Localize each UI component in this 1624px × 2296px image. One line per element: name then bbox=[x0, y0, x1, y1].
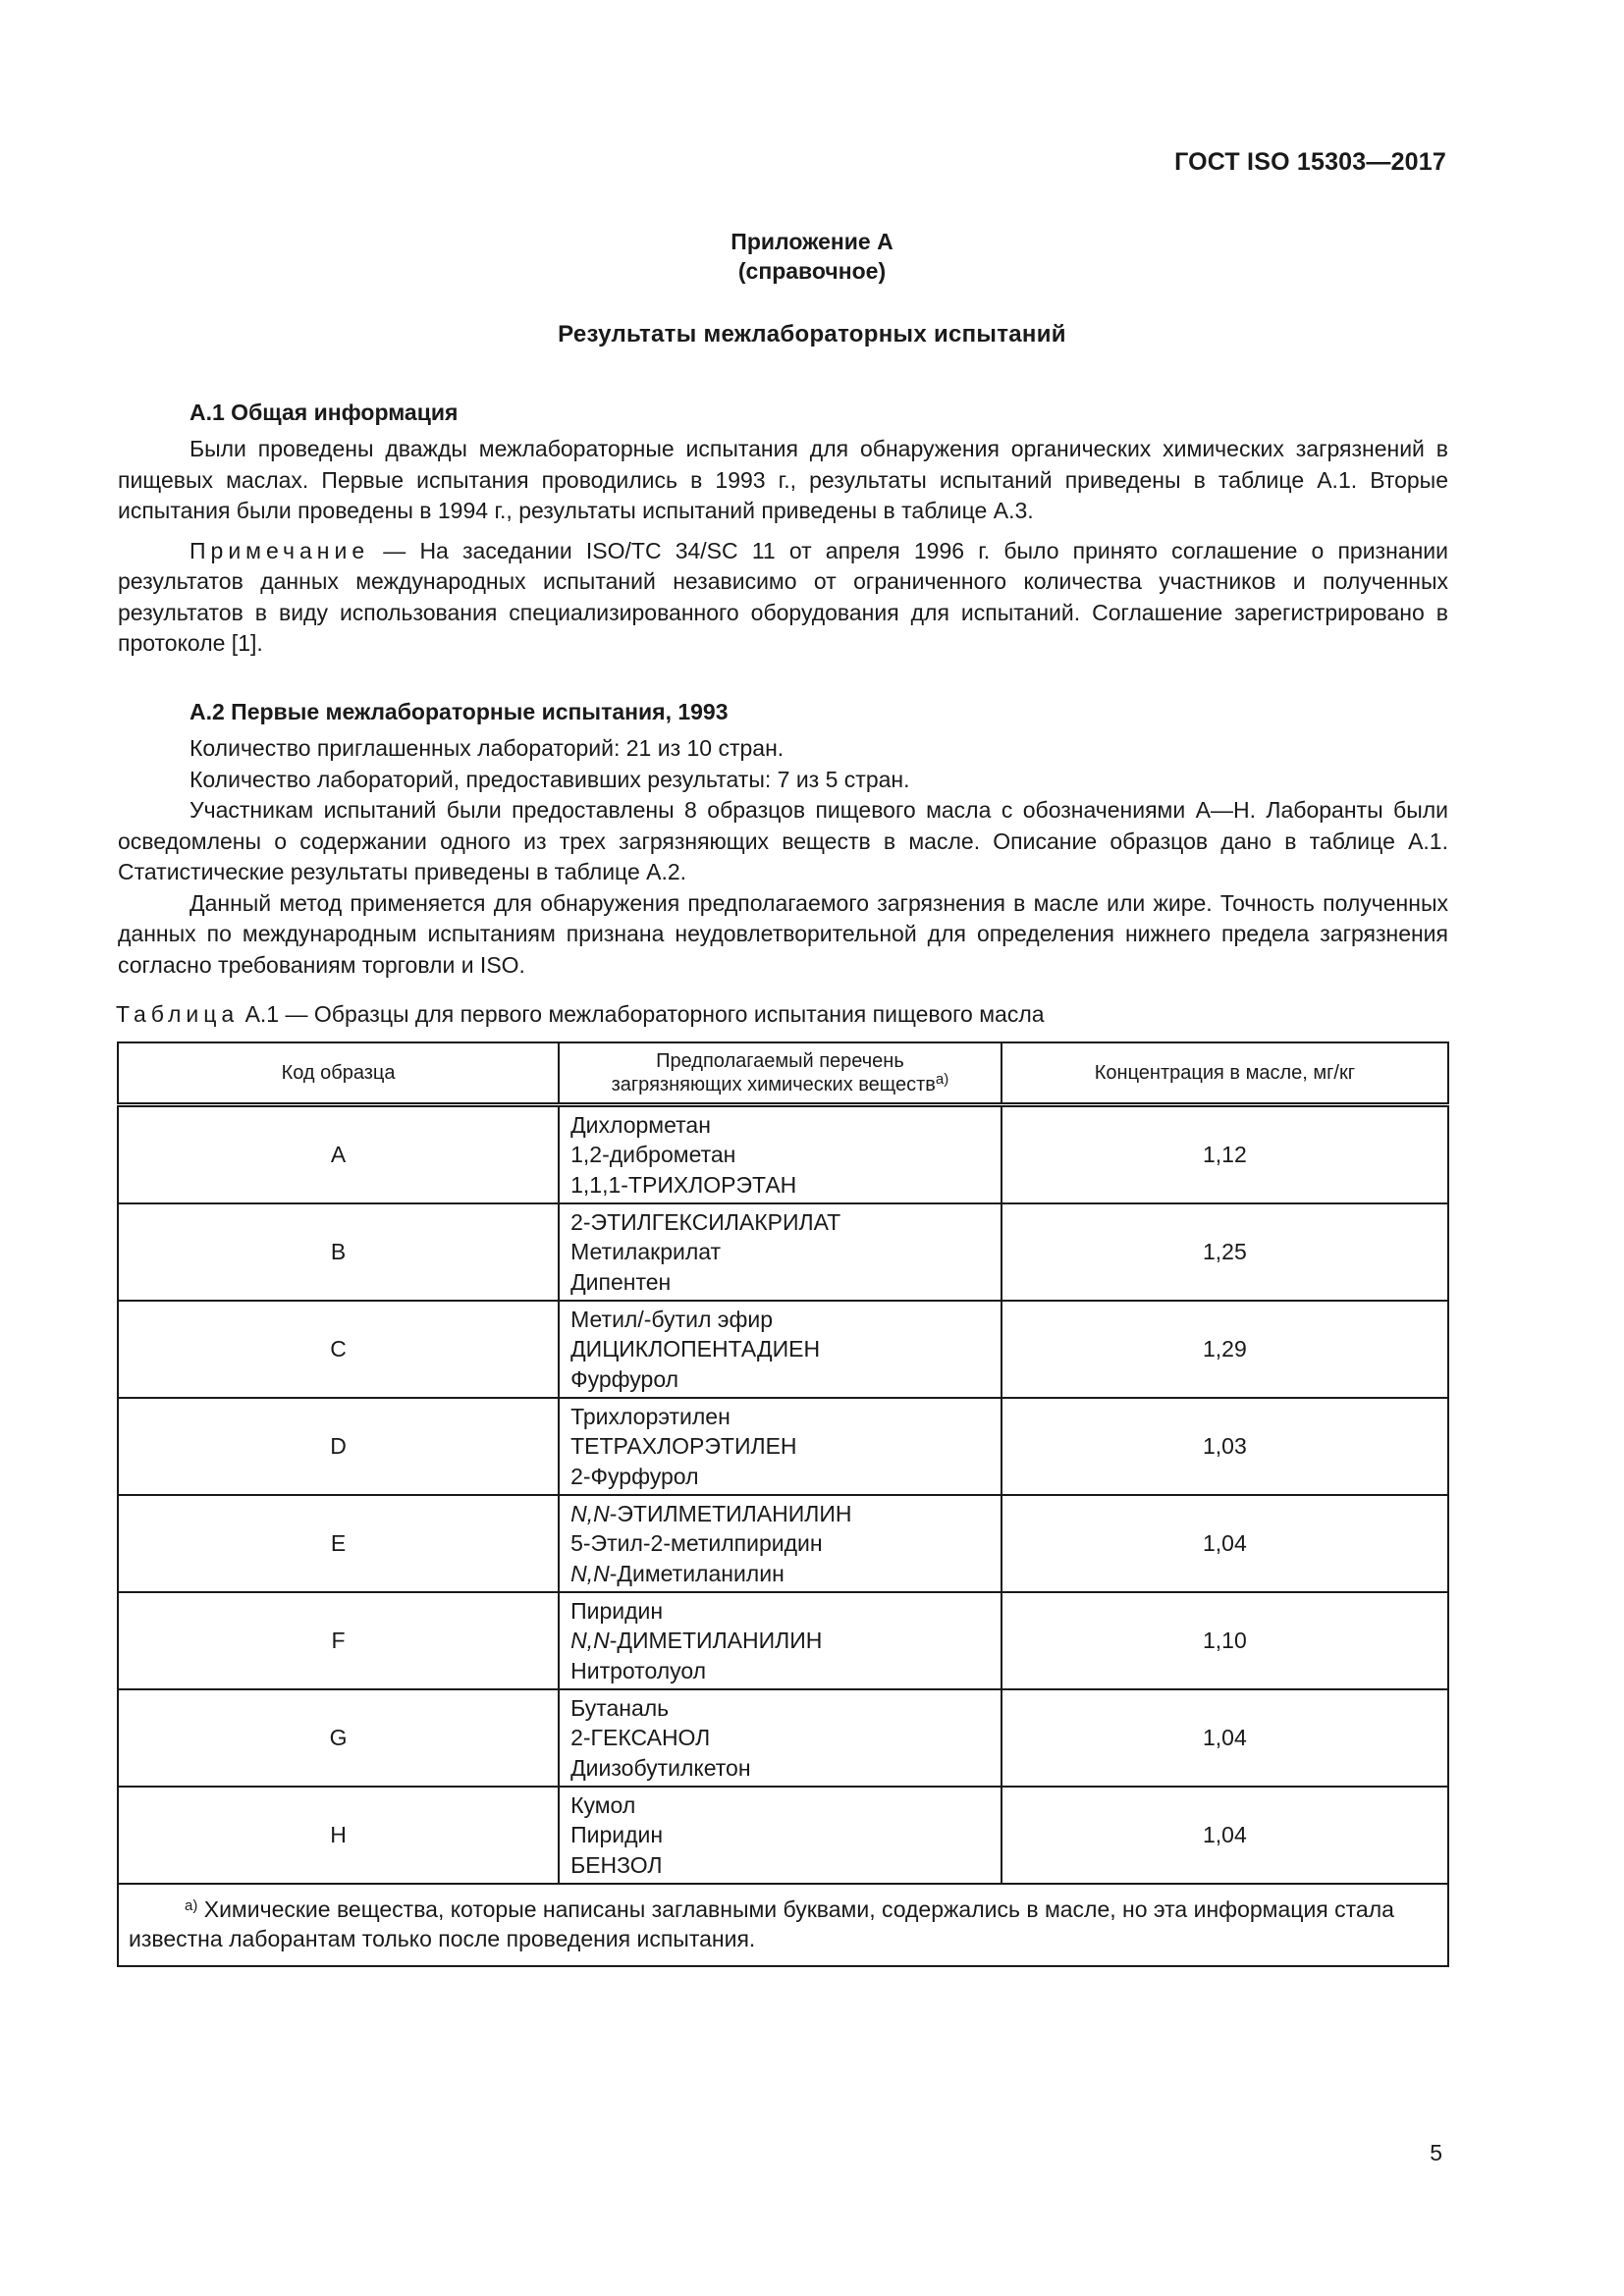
chemical-name: -Диметиланилин bbox=[609, 1560, 785, 1586]
table-row bbox=[118, 1105, 1448, 1204]
chemical-name: -ДИМЕТИЛАНИЛИН bbox=[609, 1628, 823, 1654]
annex-status: (справочное) bbox=[737, 258, 887, 284]
chemical-name: Дипентен bbox=[570, 1268, 672, 1295]
section-a2-line-invited: Количество приглашенных лабораторий: 21 из 10 стран. bbox=[189, 735, 785, 761]
sample-code-cell: D bbox=[118, 1398, 559, 1495]
table-header-row bbox=[118, 1042, 1448, 1105]
section-a2-line-reported: Количество лабораторий, предоставивших результаты: 7 из 5 стран. bbox=[189, 766, 910, 792]
contaminants-cell bbox=[559, 1203, 1001, 1301]
chemical-name: Метил/-бутил эфир bbox=[570, 1306, 774, 1332]
header-contaminants-line1: Предполагаемый перечень bbox=[656, 1050, 904, 1072]
section-a2-heading: А.2 Первые межлабораторные испытания, 1993 bbox=[189, 699, 729, 724]
concentration-cell: 1,03 bbox=[1001, 1398, 1448, 1495]
document-id: ГОСТ ISO 15303—2017 bbox=[1174, 148, 1446, 176]
section-a1-note bbox=[118, 536, 1448, 660]
sample-code-cell: E bbox=[118, 1495, 559, 1592]
chemical-name: -ЭТИЛМЕТИЛАНИЛИН bbox=[609, 1500, 852, 1526]
concentration-cell: 1,04 bbox=[1001, 1787, 1448, 1884]
concentration-cell: 1,12 bbox=[1001, 1105, 1448, 1204]
table-footnote bbox=[118, 1884, 1448, 1966]
note-label: Примечание bbox=[189, 537, 370, 563]
section-a1-paragraph: Были проведены дважды межлабораторные испытания для обнаружения органических химических загрязнений в пищевых маслах. Первые испытания проводились в 1993 г., результаты испытаний приведены в таблице А.1. Вторые испытания были проведены в 1994 г., результаты испытаний приведены в таблице А.3. bbox=[118, 436, 1448, 523]
sample-code-cell: C bbox=[118, 1301, 559, 1398]
italic-prefix: N,N bbox=[570, 1500, 610, 1526]
chemical-name: Трихлорэтилен bbox=[570, 1403, 731, 1429]
contaminants-cell bbox=[559, 1105, 1001, 1204]
concentration-cell: 1,04 bbox=[1001, 1495, 1448, 1592]
sample-code-cell: G bbox=[118, 1689, 559, 1787]
annex-label: Приложение А bbox=[731, 229, 893, 254]
table-row bbox=[118, 1398, 1448, 1495]
table-row bbox=[118, 1787, 1448, 1884]
chemical-name: Диизобутилкетон bbox=[570, 1754, 751, 1781]
concentration-cell: 1,29 bbox=[1001, 1301, 1448, 1398]
contaminants-cell bbox=[559, 1301, 1001, 1398]
sample-code-cell: H bbox=[118, 1787, 559, 1884]
contaminants-cell bbox=[559, 1592, 1001, 1689]
section-a2-body bbox=[118, 733, 1448, 981]
table-caption-label: Таблица bbox=[116, 1001, 240, 1027]
footnote-text: Химические вещества, которые написаны заглавными буквами, содержались в масле, но эта информация стала известна лаборантам только после проведения испытания. bbox=[129, 1896, 1394, 1951]
table-caption bbox=[116, 1001, 1045, 1028]
table-row bbox=[118, 1495, 1448, 1592]
page-number: 5 bbox=[1430, 2140, 1442, 2165]
contaminants-cell bbox=[559, 1495, 1001, 1592]
chemical-name: 2-ГЕКСАНОЛ bbox=[570, 1725, 711, 1751]
chemical-name: 2-Фурфурол bbox=[570, 1463, 699, 1489]
table-row bbox=[118, 1301, 1448, 1398]
section-a2-paragraph-samples: Участникам испытаний были предоставлены 8 образцов пищевого масла с обозначениями А—Н. Лаборанты были осведомлены о содержании одного из трех загрязняющих веществ в масле. Описание образцов дано в таблице А.1. Статистические результаты приведены в таблице А.2. bbox=[118, 797, 1448, 884]
table-row bbox=[118, 1689, 1448, 1787]
chemical-name: 1,1,1-ТРИХЛОРЭТАН bbox=[570, 1171, 797, 1198]
contaminants-cell bbox=[559, 1398, 1001, 1495]
chemical-name: ДИЦИКЛОПЕНТАДИЕН bbox=[570, 1336, 821, 1362]
samples-table bbox=[117, 1041, 1449, 1967]
chemical-name: 5-Этил-2-метилпиридин bbox=[570, 1530, 823, 1557]
header-contaminants bbox=[559, 1042, 1001, 1105]
footnote-mark: а) bbox=[185, 1897, 198, 1914]
sample-code-cell: B bbox=[118, 1203, 559, 1301]
chemical-name: Дихлорметан bbox=[570, 1111, 711, 1138]
italic-prefix: N,N bbox=[570, 1628, 610, 1654]
chemical-name: Нитротолуол bbox=[570, 1657, 707, 1683]
note-text: — На заседании ISO/TC 34/SC 11 от апреля 1996 г. было принято соглашение о признании результатов данных международных испытаний независимо от ограниченного количества участников и полученных результатов в виду использования специализированного оборудования для испытаний. Соглашение зарегистрировано в протоколе [1]. bbox=[118, 537, 1448, 656]
chemical-name: Пиридин bbox=[570, 1822, 664, 1848]
chemical-name: ТЕТРАХЛОРЭТИЛЕН bbox=[570, 1433, 797, 1460]
table-row bbox=[118, 1592, 1448, 1689]
chemical-name: 2-ЭТИЛГЕКСИЛАКРИЛАТ bbox=[570, 1208, 841, 1235]
chemical-name: Пиридин bbox=[570, 1597, 664, 1624]
section-a1-heading: А.1 Общая информация bbox=[189, 400, 459, 425]
chemical-name: Фурфурол bbox=[570, 1365, 679, 1392]
concentration-cell: 1,04 bbox=[1001, 1689, 1448, 1787]
contaminants-cell bbox=[559, 1689, 1001, 1787]
chemical-name: 1,2-диброметан bbox=[570, 1142, 736, 1168]
annex-title: Результаты межлабораторных испытаний bbox=[558, 321, 1066, 347]
chemical-name: Метилакрилат bbox=[570, 1239, 722, 1265]
footnote-ref: а) bbox=[935, 1071, 949, 1088]
table-caption-text: А.1 — Образцы для первого межлабораторного испытания пищевого масла bbox=[239, 1001, 1045, 1027]
section-a1-body bbox=[118, 434, 1448, 660]
header-concentration: Концентрация в масле, мг/кг bbox=[1001, 1042, 1448, 1105]
sample-code-cell: F bbox=[118, 1592, 559, 1689]
table-footnote-row bbox=[118, 1884, 1448, 1966]
table-row bbox=[118, 1203, 1448, 1301]
italic-prefix: N,N bbox=[570, 1560, 610, 1586]
header-sample-code: Код образца bbox=[118, 1042, 559, 1105]
sample-code-cell: A bbox=[118, 1105, 559, 1204]
chemical-name: БЕНЗОЛ bbox=[570, 1851, 663, 1878]
contaminants-cell bbox=[559, 1787, 1001, 1884]
concentration-cell: 1,10 bbox=[1001, 1592, 1448, 1689]
section-a2-paragraph-method: Данный метод применяется для обнаружения предполагаемого загрязнения в масле или жире. Точность полученных данных по международным испытаниям признана неудовлетворительной для определения нижнего предела загрязнения согласно требованиям торговли и ISO. bbox=[118, 889, 1448, 978]
chemical-name: Бутаналь bbox=[570, 1694, 670, 1721]
header-contaminants-line2: загрязняющих химических веществ bbox=[611, 1074, 936, 1095]
chemical-name: Кумол bbox=[570, 1791, 636, 1818]
concentration-cell: 1,25 bbox=[1001, 1203, 1448, 1301]
